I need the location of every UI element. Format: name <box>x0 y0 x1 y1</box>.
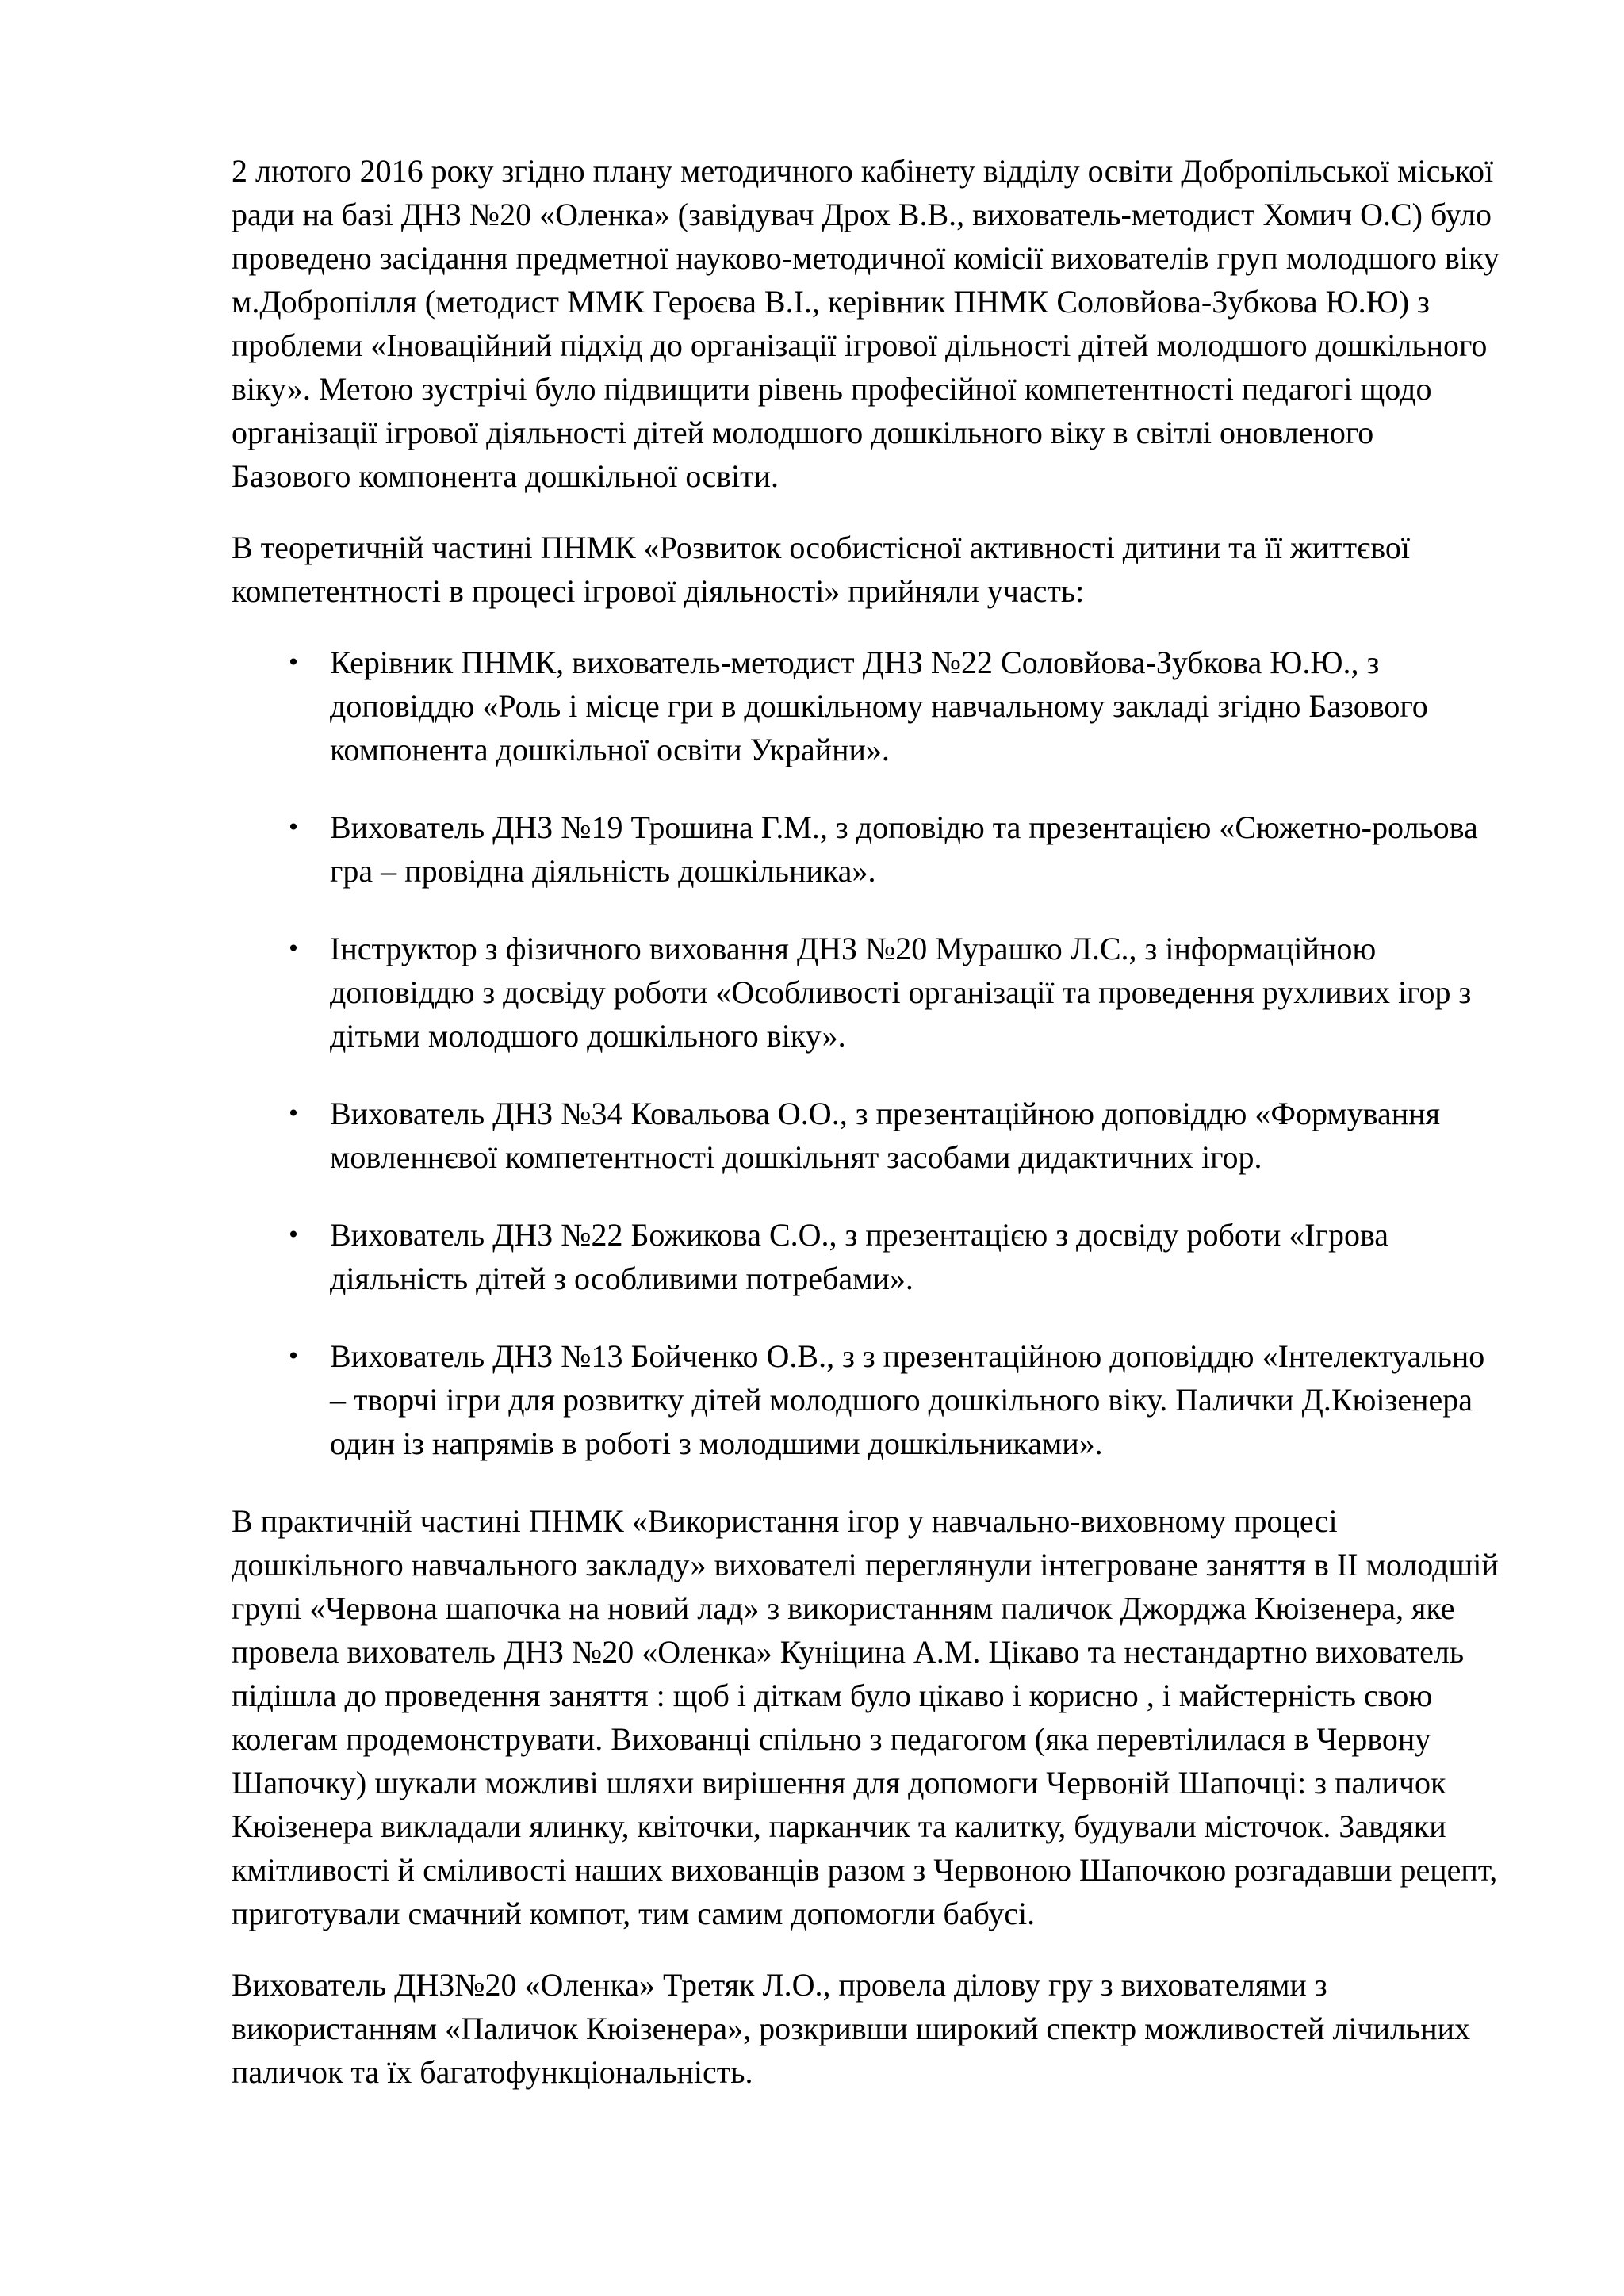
bullet-icon: • <box>286 1343 301 1369</box>
list-item-text: Інструктор з фізичного виховання ДНЗ №20 Мурашко Л.С., з інформаційною доповіддю з досвіду роботи «Особливості організації та проведення рухливих ігор з дітьми молодшого дошкільного віку». <box>330 931 1472 1054</box>
list-item-text: Вихователь ДНЗ №19 Трошина Г.М., з доповідю та презентацією «Сюжетно-рольова гра – провідна діяльність дошкільника». <box>330 809 1478 889</box>
bullet-icon: • <box>286 649 301 675</box>
list-item-text: Керівник ПНМК, вихователь-методист ДНЗ №22 Соловйова-Зубкова Ю.Ю., з доповіддю «Роль і місце гри в дошкільному навчальному закладі згідно Базового компонента дошкільної освіти Украйни». <box>330 645 1428 767</box>
list-item <box>232 806 1500 893</box>
list-item <box>232 1213 1500 1300</box>
participants-list <box>232 641 1500 1465</box>
bullet-icon: • <box>286 814 301 840</box>
list-item <box>232 1334 1500 1465</box>
list-item-text: Вихователь ДНЗ №13 Бойченко О.В., з з презентаційною доповіддю «Інтелектуально – творчі ігри для розвитку дітей молодшого дошкільного віку. Палички Д.Кюізенера один із напрямів в роботі з молодшими дошкільниками». <box>330 1338 1485 1461</box>
theory-part-paragraph: В теоретичній частині ПНМК «Розвиток особистісної активності дитини та її життєвої компетентності в процесі ігрової діяльності» прийняли участь: <box>232 530 1410 609</box>
intro-paragraph: 2 лютого 2016 року згідно плану методичного кабінету відділу освіти Добропільської міської ради на базі ДНЗ №20 «Оленка» (завідувач Дрох В.В., вихователь-методист Хомич О.С) було проведено засідання предметної науково-методичної комісії вихователів груп молодшого віку м.Добропілля (методист ММК Героєва В.І., керівник ПНМК Соловйова-Зубкова Ю.Ю) з проблеми «Іноваційний підхід до організації ігрової дільності дітей молодшого дошкільного віку». Метою зустрічі було підвищити рівень професійної компетентності педагогі щодо організації ігрової діяльності дітей молодшого дошкільного віку в світлі оновленого Базового компонента дошкільної освіти. <box>232 153 1500 494</box>
list-item <box>232 1092 1500 1179</box>
list-item <box>232 641 1500 771</box>
document-body <box>232 149 1500 2122</box>
list-item-text: Вихователь ДНЗ №34 Ковальова О.О., з презентаційною доповіддю «Формування мовленнєвої компетентності дошкільнят засобами дидактичних ігор. <box>330 1096 1441 1175</box>
list-item <box>232 927 1500 1058</box>
practice-part-paragraph: В практичній частині ПНМК «Використання ігор у навчально-виховному процесі дошкільного навчального закладу» вихователі переглянули інтегроване заняття в ІІ молодшій групі «Червона шапочка на новий лад» з використанням паличок Джорджа Кюізенера, яке провела вихователь ДНЗ №20 «Оленка» Куніцина А.М. Цікаво та нестандартно вихователь підішла до проведення заняття : щоб і діткам було цікаво і корисно , і майстерність свою колегам продемонструвати. Вихованці спільно з педагогом (яка перевтілилася в Червону Шапочку) шукали можливі шляхи вирішення для допомоги Червоній Шапочці: з паличок Кюізенера викладали ялинку, квіточки, парканчик та калитку, будували місточок. Завдяки кмітливості й сміливості наших вихованців разом з Червоною Шапочкою розгадавши рецепт, приготували смачний компот, тим самим допомогли бабусі. <box>232 1503 1499 1931</box>
bullet-icon: • <box>286 1100 301 1127</box>
bullet-icon: • <box>286 936 301 962</box>
closing-paragraph: Вихователь ДНЗ№20 «Оленка» Третяк Л.О., провела ділову гру з вихователями з використанням «Паличок Кюізенера», розкривши широкий спектр можливостей лічильних паличок та їх багатофункціональність. <box>232 1967 1471 2090</box>
list-item-text: Вихователь ДНЗ №22 Божикова С.О., з презентацією з досвіду роботи «Ігрова діяльність дітей з особливими потребами». <box>330 1217 1389 1296</box>
bullet-icon: • <box>286 1222 301 1248</box>
